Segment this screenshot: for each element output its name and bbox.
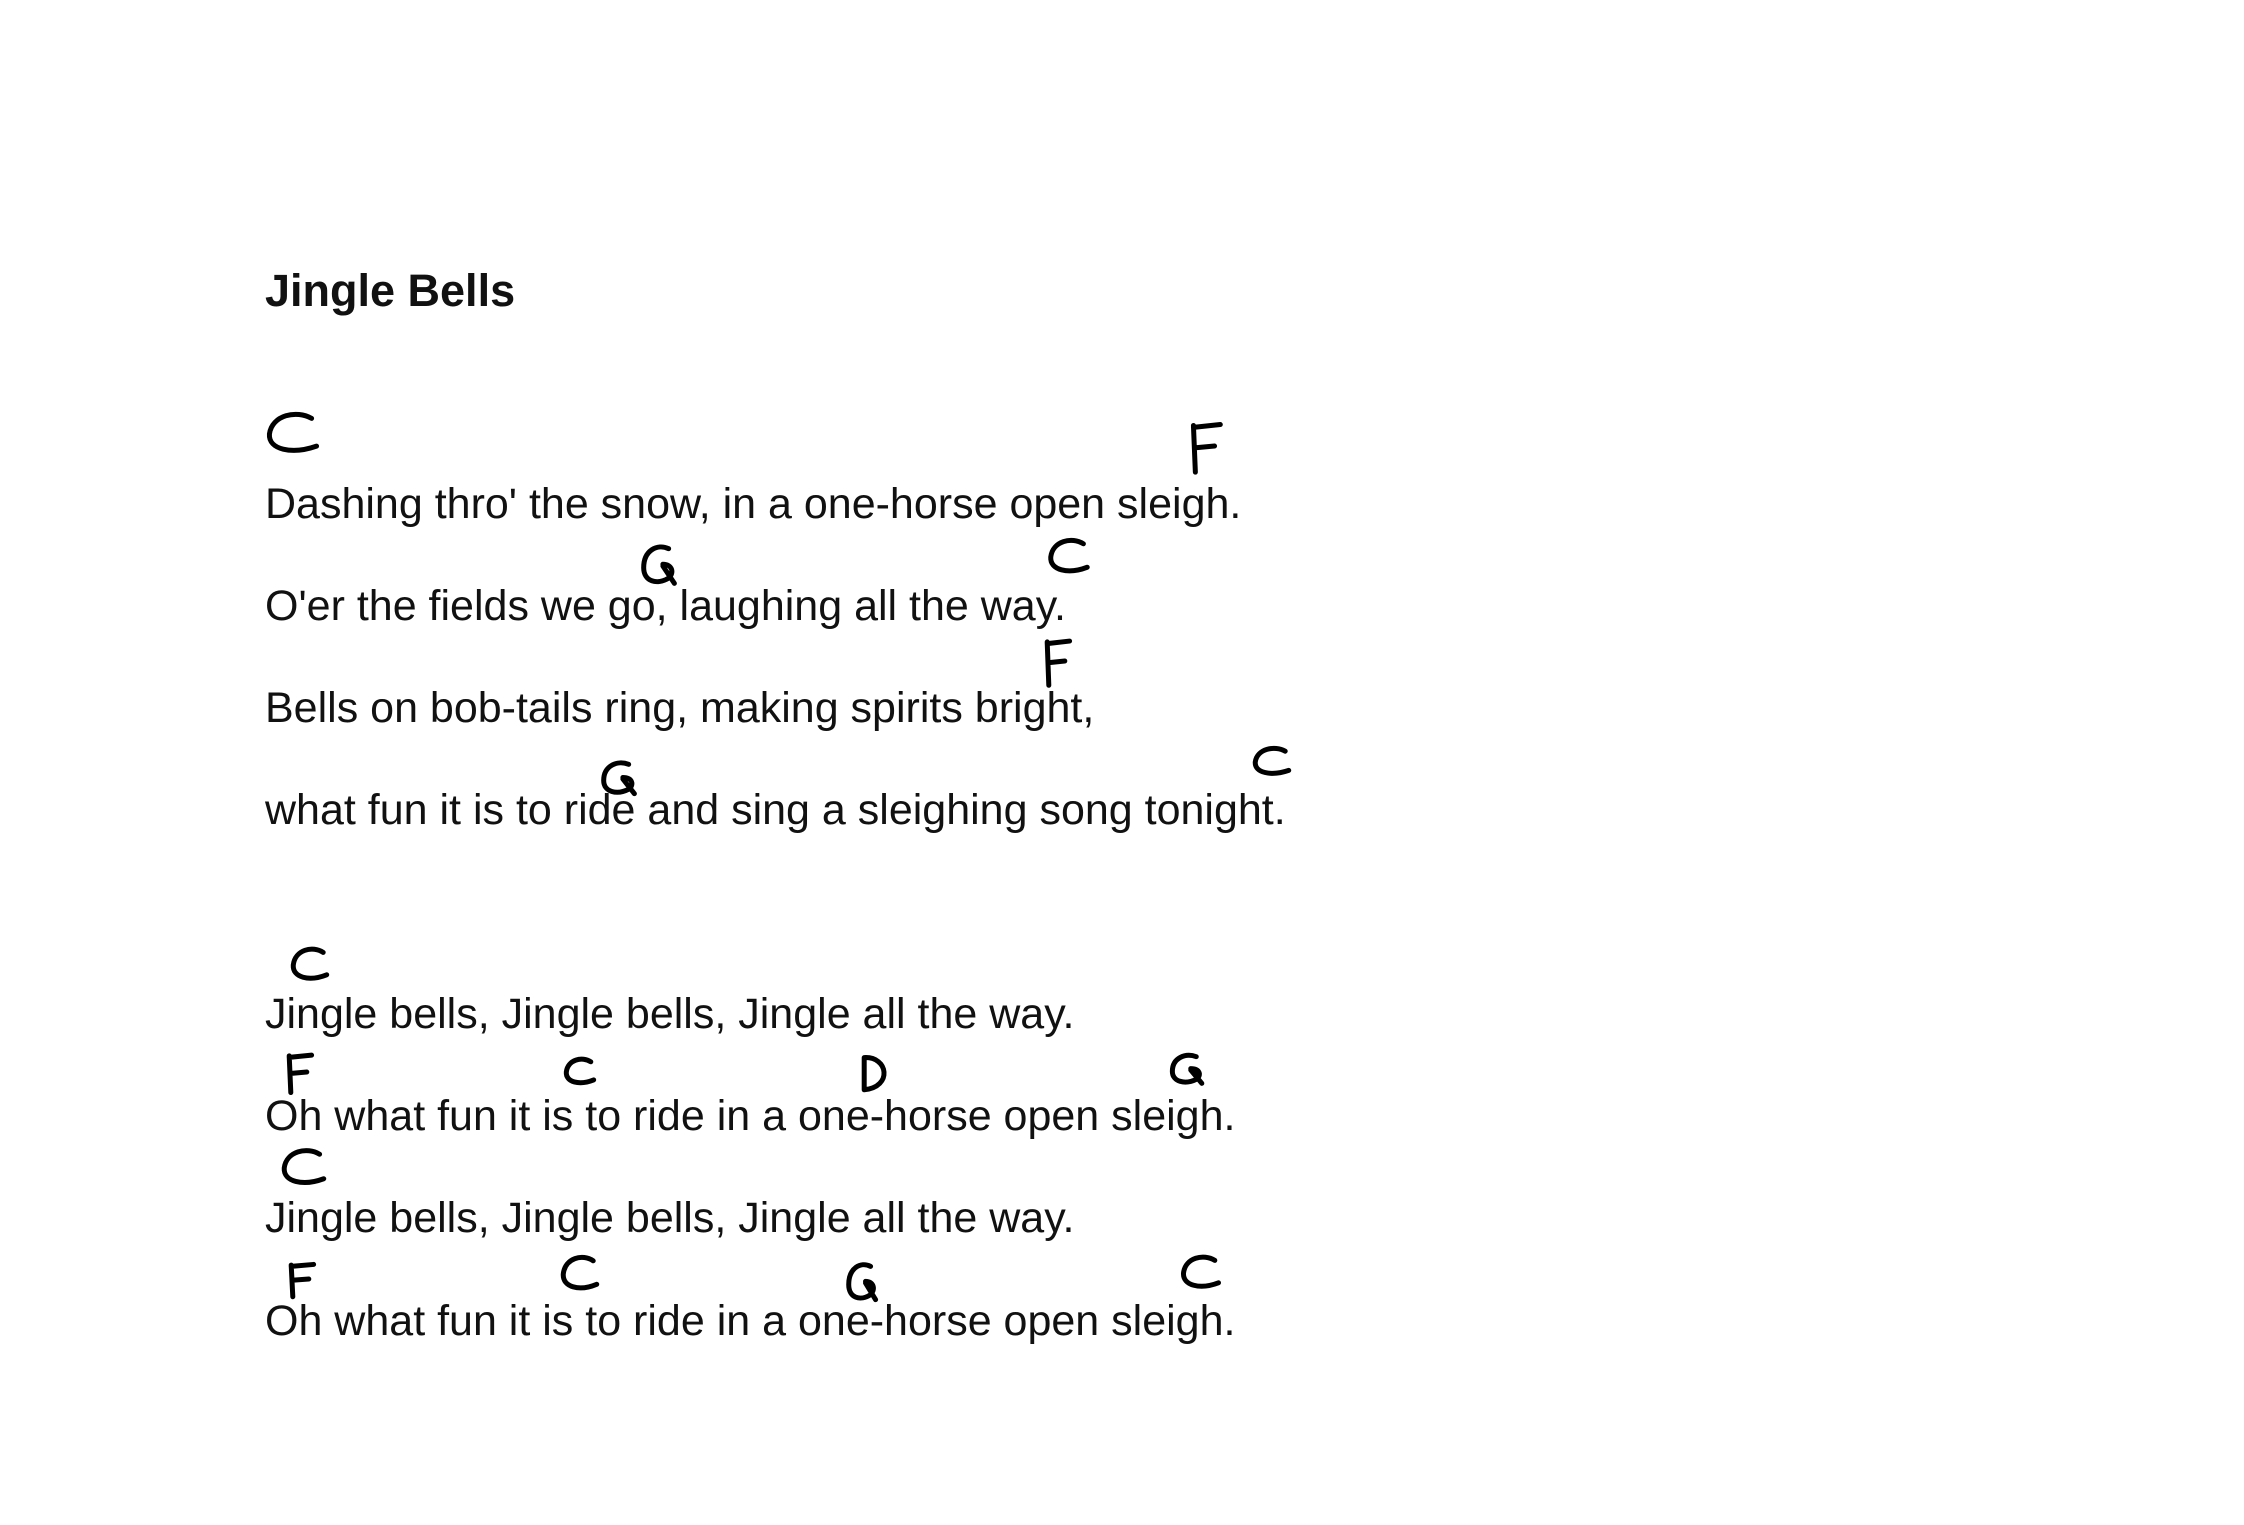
chord-c-line-4-2 <box>1250 744 1294 780</box>
chord-c-line-7-1 <box>278 1145 330 1191</box>
lyric-line-4: what fun it is to ride and sing a sleighing song tonight. <box>265 786 1286 834</box>
chord-c-line-5-1 <box>288 944 332 986</box>
chord-g-line-6-4 <box>1165 1050 1211 1090</box>
chord-f-line-3-1 <box>1036 635 1076 687</box>
chord-f-line-8-1 <box>280 1260 320 1298</box>
lyric-line-6: Oh what fun it is to ride in a one-horse open sleigh. <box>265 1092 1236 1140</box>
chord-c-line-1-1 <box>262 408 324 460</box>
lyric-line-7: Jingle bells, Jingle bells, Jingle all the way. <box>265 1194 1075 1242</box>
song-title: Jingle Bells <box>265 265 516 316</box>
chord-c-line-8-2 <box>558 1252 602 1296</box>
chord-g-line-4-1 <box>596 757 644 801</box>
chord-c-line-8-4 <box>1178 1252 1224 1294</box>
chord-g-line-2-1 <box>636 540 684 592</box>
lyric-line-1: Dashing thro' the snow, in a one-horse open sleigh. <box>265 480 1242 528</box>
chord-c-line-2-2 <box>1045 535 1093 579</box>
chord-d-line-6-3 <box>853 1052 893 1094</box>
chord-f-line-1-2 <box>1180 418 1228 474</box>
lyric-line-5: Jingle bells, Jingle bells, Jingle all the way. <box>265 990 1075 1038</box>
chord-f-line-6-1 <box>278 1050 318 1094</box>
chord-c-line-6-2 <box>562 1055 598 1089</box>
lyric-line-3: Bells on bob-tails ring, making spirits bright, <box>265 684 1095 732</box>
lyric-line-2: O'er the fields we go, laughing all the way. <box>265 582 1066 630</box>
lyric-line-8: Oh what fun it is to ride in a one-horse open sleigh. <box>265 1297 1236 1345</box>
chord-g-line-8-3 <box>842 1258 884 1308</box>
